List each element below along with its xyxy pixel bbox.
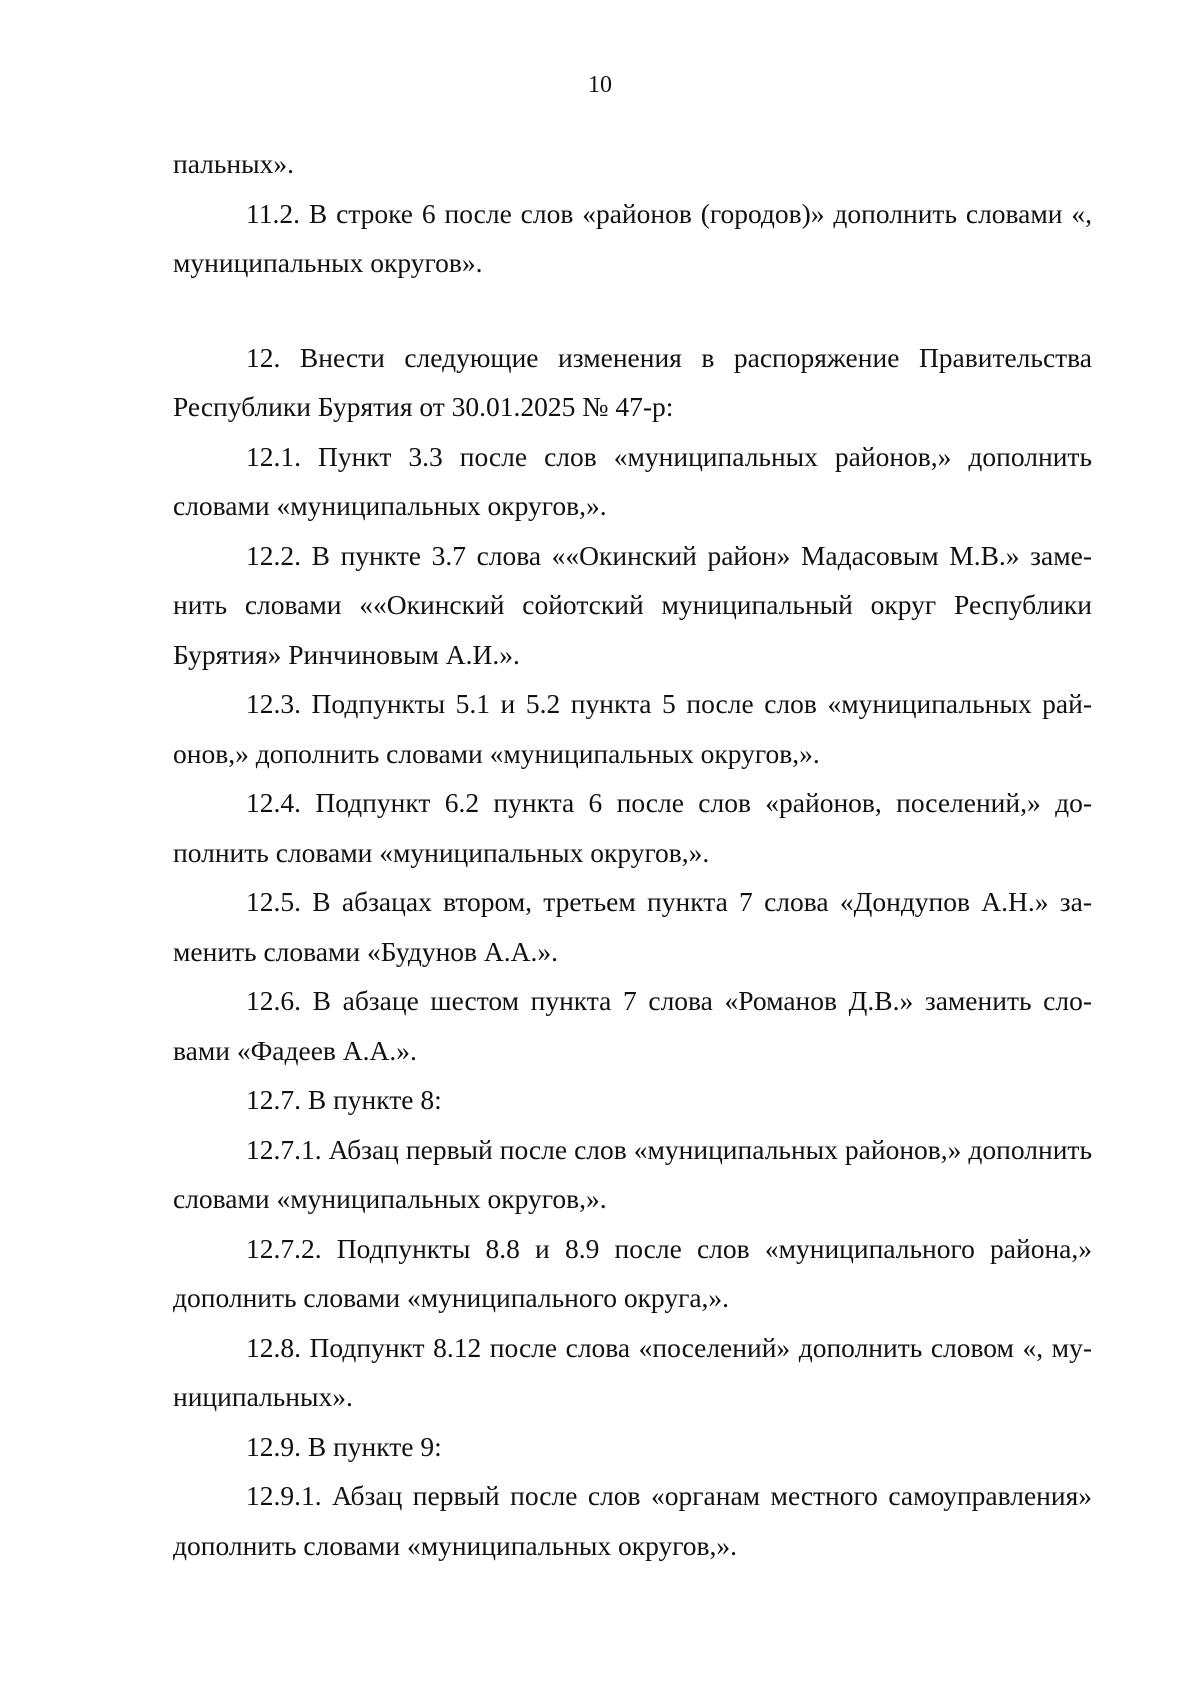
document-body	[173, 139, 1092, 1570]
paragraph-12-7-2: 12.7.2. Подпункты 8.8 и 8.9 после слов «муниципального района,» дополнить словами «муниципального округа,».	[173, 1232, 1092, 1313]
paragraph-12: 12. Внести следующие изменения в распоряжение Правительства Республики Бурятия от 30.01.2025 № 47-р:	[173, 341, 1092, 422]
paragraph-12-8: 12.8. Подпункт 8.12 после слова «поселений» дополнить словом «, муниципальных».	[173, 1331, 1092, 1412]
paragraph-12-1: 12.1. Пункт 3.3 после слов «муниципальных районов,» дополнить словами «муниципальных округов,».	[173, 440, 1092, 521]
paragraph-12-6: 12.6. В абзаце шестом пункта 7 слова «Романов Д.В.» заменить словами «Фадеев А.А.».	[173, 985, 1092, 1066]
paragraph-11-2: 11.2. В строке 6 после слов «районов (городов)» дополнить словами «, муниципальных округов».	[173, 197, 1092, 278]
paragraph-12-9-1: 12.9.1. Абзац первый после слов «органам местного самоуправления» дополнить словами «муниципальных округов,».	[173, 1480, 1092, 1561]
paragraph-12-7-1: 12.7.1. Абзац первый после слов «муниципальных районов,» дополнить словами «муниципальных округов,».	[173, 1133, 1092, 1214]
paragraph-12-2: 12.2. В пункте 3.7 слова ««Окинский район» Мадасовым М.В.» заменить словами ««Окинский сойотский муниципальный округ Республики Бурятия» Ринчиновым А.И.».	[173, 539, 1092, 670]
paragraph-12-7: 12.7. В пункте 8:	[246, 1084, 442, 1115]
paragraph-continuation: пальных».	[173, 148, 294, 179]
section-gap	[173, 288, 1092, 333]
paragraph-12-4: 12.4. Подпункт 6.2 пункта 6 после слов «районов, поселений,» дополнить словами «муниципальных округов,».	[173, 787, 1092, 868]
page-number: 10	[588, 72, 612, 98]
paragraph-12-9: 12.9. В пункте 9:	[246, 1430, 442, 1462]
paragraph-12-3: 12.3. Подпункты 5.1 и 5.2 пункта 5 после слов «муниципальных районов,» дополнить словами «муниципальных округов,».	[173, 688, 1092, 769]
paragraph-12-5: 12.5. В абзацах втором, третьем пункта 7 слова «Дондупов А.Н.» заменить словами «Будунов А.А.».	[173, 886, 1092, 967]
